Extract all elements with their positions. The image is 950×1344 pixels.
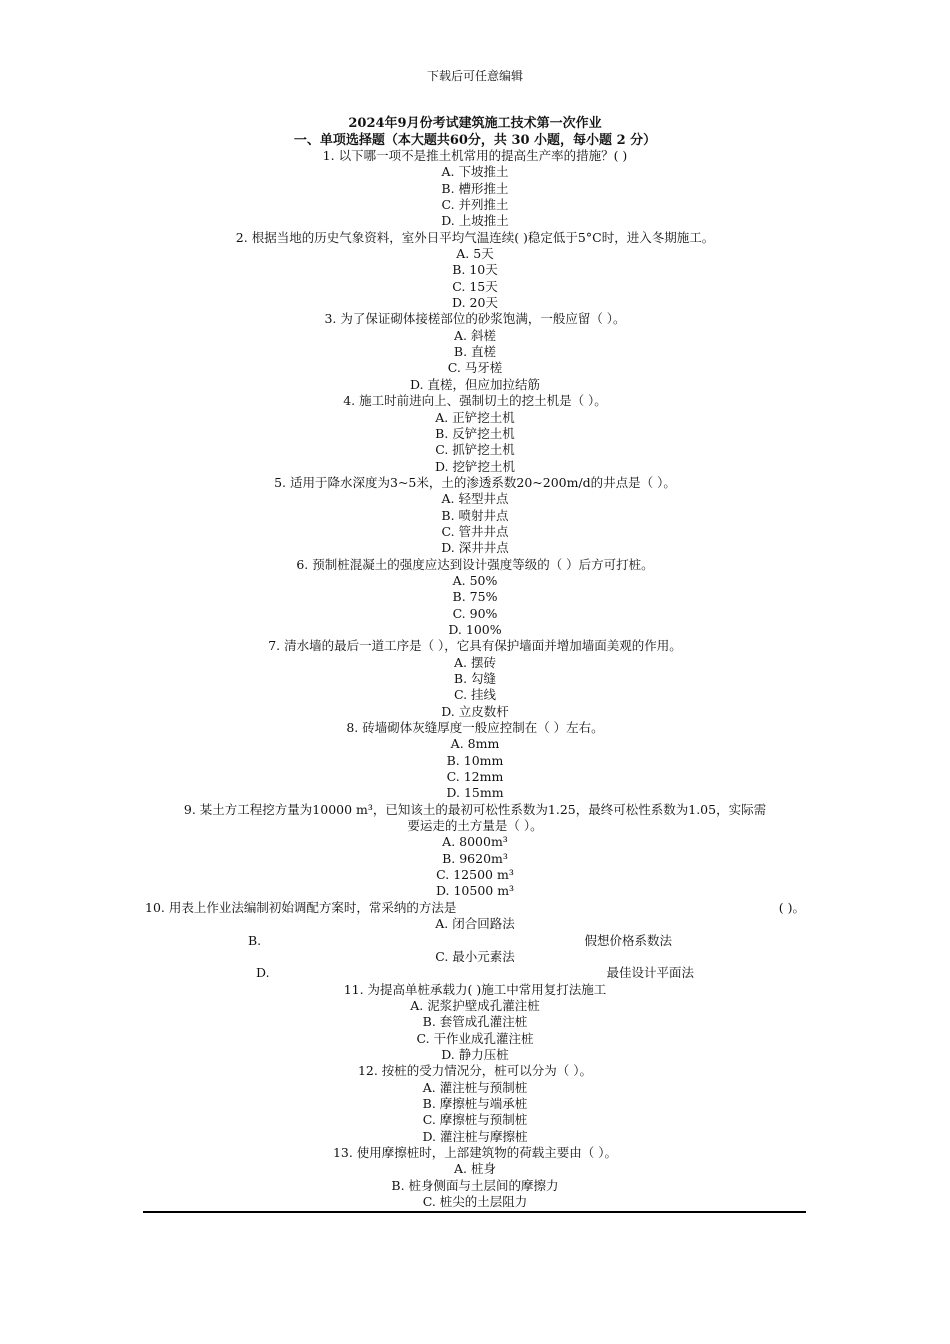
- option: A. 下坡推土: [441, 164, 509, 180]
- option-letter: D.: [256, 965, 270, 981]
- option: C. 15天: [452, 278, 498, 294]
- option: D. 静力压桩: [441, 1046, 509, 1062]
- question-stem: 13. 使用摩擦桩时，上部建筑物的荷载主要由（ ）。: [332, 1144, 618, 1160]
- option: C. 摩擦桩与预制桩: [422, 1112, 528, 1128]
- option: D. 深井井点: [441, 540, 509, 556]
- option: B. 槽形推土: [441, 180, 509, 196]
- question-stem: 6. 预制桩混凝土的强度应达到设计强度等级的（ ）后方可打桩。: [296, 556, 654, 572]
- option: D. 20天: [452, 295, 498, 311]
- option: C. 12500 m³: [436, 867, 514, 883]
- option: C. 并列推土: [441, 197, 509, 213]
- question-stem-text: 10. 用表上作业法编制初始调配方案时，常采纳的方法是: [145, 899, 457, 915]
- option: B. 75%: [452, 589, 498, 605]
- option: [145, 933, 805, 949]
- option: B. 直槎: [453, 344, 497, 360]
- option: D. 10500 m³: [435, 883, 515, 899]
- footer-rule: [143, 1211, 806, 1213]
- option: B. 套管成孔灌注桩: [422, 1014, 528, 1030]
- option: D. 挖铲挖土机: [434, 458, 516, 474]
- question-stem: 5. 适用于降水深度为3~5米，土的渗透系数20~200m/d的井点是（ ）。: [274, 474, 676, 490]
- option: D. 15mm: [446, 785, 504, 801]
- option: C. 挂线: [453, 687, 497, 703]
- option: A. 摆砖: [454, 654, 496, 670]
- option: B. 9620m³: [442, 850, 508, 866]
- page-header: 下载后可任意编辑: [426, 69, 523, 83]
- option: A. 闭合回路法: [435, 916, 515, 932]
- option: A. 5天: [456, 246, 494, 262]
- option: B. 勾缝: [453, 671, 497, 686]
- option: D. 直槎，但应加拉结筋: [409, 376, 541, 392]
- option: A. 8000m³: [442, 834, 508, 850]
- option-letter: B.: [248, 932, 262, 948]
- option: B. 桩身侧面与土层间的摩擦力: [391, 1177, 559, 1193]
- option: [145, 965, 805, 981]
- option: B. 摩擦桩与端承桩: [422, 1095, 528, 1111]
- option: A. 轻型井点: [441, 491, 509, 507]
- option: D. 100%: [448, 621, 502, 637]
- option: A. 桩身: [454, 1161, 496, 1177]
- option: D. 上坡推土: [441, 213, 509, 229]
- answer-blank: ( )。: [778, 899, 805, 915]
- question-stem-continued: 要运走的土方量是（ ）。: [407, 818, 543, 834]
- question-stem: 2. 根据当地的历史气象资料，室外日平均气温连续( )稳定低于5°C时，进入冬期施工。: [235, 229, 715, 245]
- option: A. 泥浆护壁成孔灌注桩: [410, 997, 540, 1013]
- option: B. 10mm: [446, 752, 504, 768]
- question-stem: 12. 按桩的受力情况分，桩可以分为（ ）。: [357, 1063, 593, 1079]
- question-stem: 7. 清水墙的最后一道工序是（ ），它具有保护墙面并增加墙面美观的作用。: [268, 638, 682, 654]
- option: A. 斜槎: [454, 327, 496, 343]
- option: C. 抓铲挖土机: [435, 442, 515, 458]
- question-stem: 3. 为了保证砌体接槎部位的砂浆饱满，一般应留（ ）。: [324, 311, 626, 327]
- question-stem: 1. 以下哪一项不是推土机常用的提高生产率的措施？( ): [322, 148, 628, 163]
- option: C. 90%: [452, 605, 498, 621]
- section-heading: 一、单项选择题（本大题共60分，共 30 小题，每小题 2 分）: [293, 133, 657, 148]
- option: C. 桩尖的土层阻力: [422, 1194, 528, 1209]
- option: B. 反铲挖土机: [435, 425, 515, 441]
- option: B. 喷射井点: [441, 507, 509, 523]
- option: A. 50%: [452, 572, 498, 588]
- option: D. 灌注桩与摩擦桩: [422, 1128, 528, 1144]
- option: C. 12mm: [446, 769, 504, 785]
- option-text: 最佳设计平面法: [606, 965, 694, 981]
- option: C. 管井井点: [441, 523, 509, 539]
- option: A. 正铲挖土机: [435, 409, 515, 425]
- question-stem: 8. 砖墙砌体灰缝厚度一般应控制在（ ）左右。: [346, 720, 604, 736]
- question-list: [145, 148, 805, 1210]
- option: C. 干作业成孔灌注桩: [416, 1030, 534, 1046]
- option-text: 假想价格系数法: [584, 932, 672, 948]
- option: A. 灌注桩与预制桩: [422, 1079, 528, 1095]
- option: C. 最小元素法: [435, 948, 515, 964]
- option: B. 10天: [452, 262, 498, 278]
- question-stem: 4. 施工时前进向上、强制切土的挖土机是（ ）。: [343, 393, 607, 409]
- question-stem: 11. 为提高单桩承载力( )施工中常用复打法施工: [343, 981, 607, 997]
- question-stem: [145, 900, 805, 916]
- document-title: 2024年9月份考试建筑施工技术第一次作业: [348, 116, 602, 131]
- option: C. 马牙槎: [447, 360, 503, 376]
- option: A. 8mm: [450, 736, 500, 752]
- question-stem: 9. 某土方工程挖方量为10000 m³，已知该土的最初可松性系数为1.25，最终可松性系数为1.05，实际需: [183, 801, 767, 817]
- option: D. 立皮数杆: [441, 703, 509, 719]
